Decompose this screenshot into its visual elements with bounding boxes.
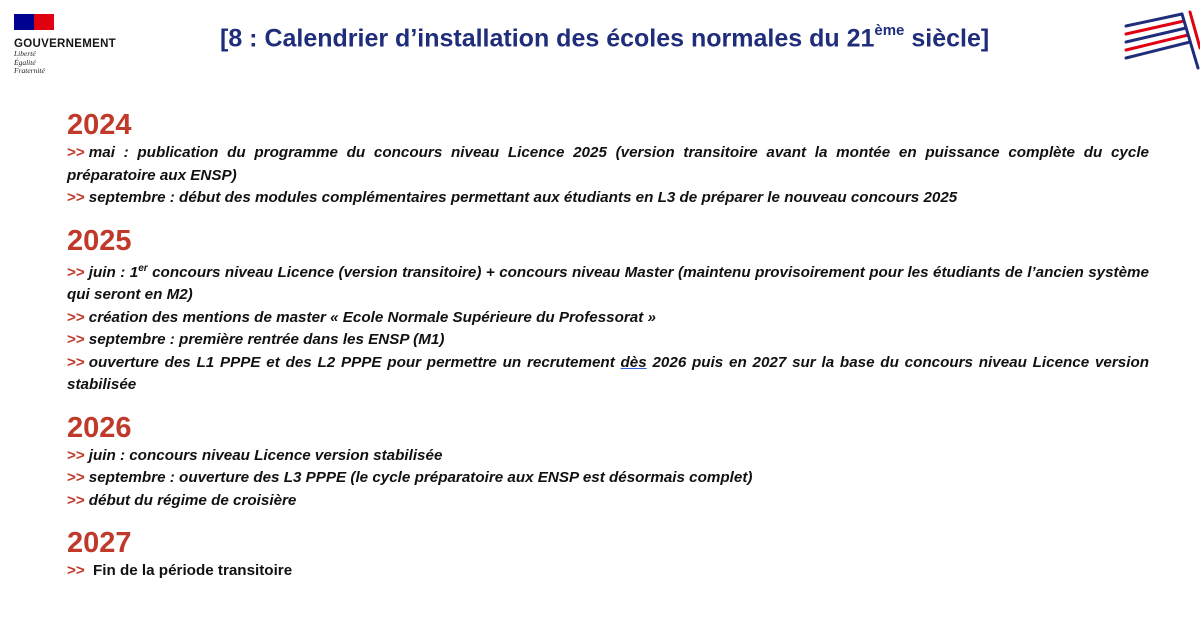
bullet-icon: >> [67, 562, 85, 580]
motto-fraternite: Fraternité [14, 66, 45, 75]
org-name: GOUVERNEMENT [14, 38, 116, 50]
list-item: >> septembre : début des modules complémentaires permettant aux étudiants en L3 de préparer le nouveau concours 2025 [67, 189, 958, 206]
list-item: >> septembre : ouverture des L3 PPPE (le cycle préparatoire aux ENSP est désormais complet) [67, 469, 753, 487]
year-heading: 2024 [67, 109, 132, 141]
bullet-icon: >> [67, 331, 85, 349]
tricolor-stripes-decoration [1122, 8, 1200, 78]
section-2027 [67, 526, 1149, 583]
section-2024 [67, 108, 1149, 210]
government-logo [14, 10, 144, 76]
motto-liberte: Liberté [14, 49, 36, 58]
bullet-icon: >> [67, 446, 85, 464]
page-title [220, 24, 1000, 53]
bullet-icon: >> [67, 263, 85, 281]
bullet-icon: >> [67, 469, 85, 487]
motto-egalite: Égalité [14, 57, 36, 67]
list-item: >> création des mentions de master « Ecole Normale Supérieure du Professorat » [67, 308, 656, 326]
title-sup: ème [874, 22, 905, 39]
bullet-icon: >> [67, 308, 85, 326]
calendar-content [67, 108, 1149, 597]
underlined-word: dès [620, 353, 647, 371]
year-heading: 2026 [67, 411, 132, 444]
title-end: siècle] [904, 24, 990, 53]
bullet-icon: >> [67, 353, 85, 371]
bullet-icon: >> [67, 189, 85, 206]
section-2026 [67, 411, 1149, 513]
list-item: >> septembre : première rentrée dans les ENSP (M1) [67, 331, 445, 349]
bullet-icon: >> [67, 491, 85, 509]
year-heading: 2025 [67, 224, 132, 257]
list-item: >> juin : 1er concours niveau Licence (version transitoire) + concours niveau Master (maintenu provisoirement pour les étudiants de l’ancien système qui seront en M2) [67, 262, 1150, 304]
year-heading: 2027 [67, 527, 132, 560]
list-item: >> mai : publication du programme du concours niveau Licence 2025 (version transitoire avant la montée en puissance complète du cycle préparatoire aux ENSP) [67, 144, 1149, 184]
section-2025 [67, 224, 1149, 397]
list-item: >> début du régime de croisière [67, 491, 297, 509]
list-item: >> Fin de la période transitoire [67, 562, 293, 580]
list-item: >> juin : concours niveau Licence version stabilisée [67, 446, 443, 464]
bullet-icon: >> [67, 144, 85, 161]
marianne-flag-icon [14, 10, 54, 36]
title-main: [8 : Calendrier d’installation des écoles normales du 21 [220, 24, 875, 53]
list-item: >> ouverture des L1 PPPE et des L2 PPPE pour permettre un recrutement dès 2026 puis en 2027 sur la base du concours niveau Licence version stabilisée [67, 353, 1149, 394]
